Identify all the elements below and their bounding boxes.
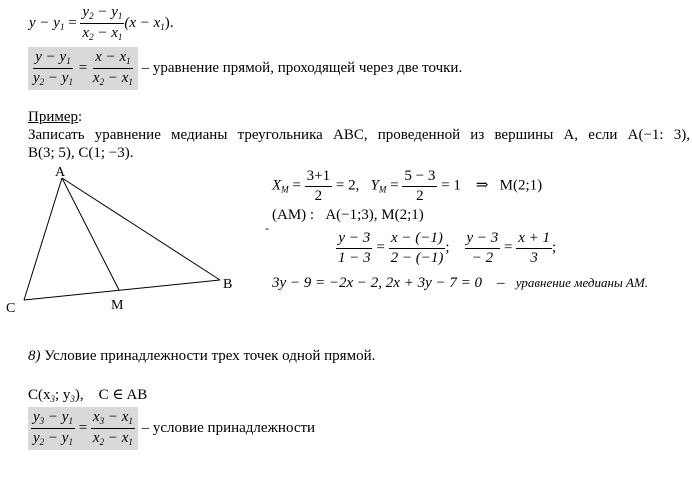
x-fraction: $\frac{x - x_1}{x_2 - x_1}$ — [92, 49, 133, 87]
rhs-tail: ($x - x_1$ — [124, 14, 165, 32]
label-b: B — [223, 277, 233, 292]
example-text-line1: Записать уравнение медианы треугольника ABC, проведенной из вершины A, если A(−1: 3), — [28, 127, 690, 143]
triangle-diagram — [0, 160, 250, 320]
median-equation-fractions: $\frac{y - 3}{1 - 3}$ = $\frac{x - (-1)}{2 - (-1)}$ ; $\frac{y - 3}{- 2}$ = $\frac{x + 1}{3}$ ; — [338, 230, 557, 266]
median-am — [62, 178, 119, 290]
two-point-formula-box: $\frac{y - y_1}{y_2 - y_1}$ = $\frac{x - x_1}{x_2 - x_1}$ — [28, 47, 138, 90]
point-c-definition: $C(x_3$; $y_3$), C ∈ AB — [28, 387, 148, 404]
y-ratio: $\frac{y_3 - y_1}{y_2 - y_1}$ — [33, 409, 73, 447]
side-ac — [24, 178, 62, 300]
label-a: A — [55, 165, 66, 180]
side-ab — [62, 178, 220, 280]
two-point-caption: – уравнение прямой, проходящей через две точки. — [137, 59, 463, 76]
median-final-equation: 3y − 9 = −2x − 2, 2x + 3y − 7 = 0 – уравнение медианы AM. — [272, 275, 649, 291]
label-m: M — [111, 298, 124, 313]
collinearity-heading: 8) Условие принадлежности трех точек одной прямой. — [28, 348, 376, 364]
example-text-line2: B(3; 5), C(1; −3). — [28, 145, 134, 161]
label-c: C — [6, 301, 16, 316]
collinearity-formula-box: $\frac{y_3 - y_1}{y_2 - y_1}$ = $\frac{x_3 - x_1}{x_2 - x_1}$ — [28, 407, 138, 450]
x-ratio: $\frac{x_3 - x_1}{x_2 - x_1}$ — [92, 409, 133, 447]
line-equation-point-slope: $y - y_1$ = $\frac{y_2 - y_1}{x_2 - x_1}$ $(x - x_1)$. — [29, 4, 174, 42]
collinearity-caption: – условие принадлежности — [137, 419, 316, 436]
slope-fraction: $\frac{y_2 - y_1}{x_2 - x_1}$ — [82, 4, 123, 42]
example-heading: Пример: — [28, 109, 83, 125]
two-point-equation — [28, 47, 462, 90]
collinearity-condition — [28, 407, 315, 450]
y-fraction: $\frac{y - y_1}{y_2 - y_1}$ — [33, 49, 73, 87]
midpoint-calc: $X_M$ = $\frac{3+1}{2}$ = 2, $Y_M$ = $\frac{5 - 3}{2}$ = 1 ⇒ M(2;1) — [272, 168, 543, 204]
median-points: (AM) : A(−1;3), M(2;1) — [272, 207, 424, 223]
lhs: $y - y_1$ — [29, 14, 65, 32]
stray-dash: - — [265, 221, 269, 235]
side-cb — [24, 280, 220, 300]
